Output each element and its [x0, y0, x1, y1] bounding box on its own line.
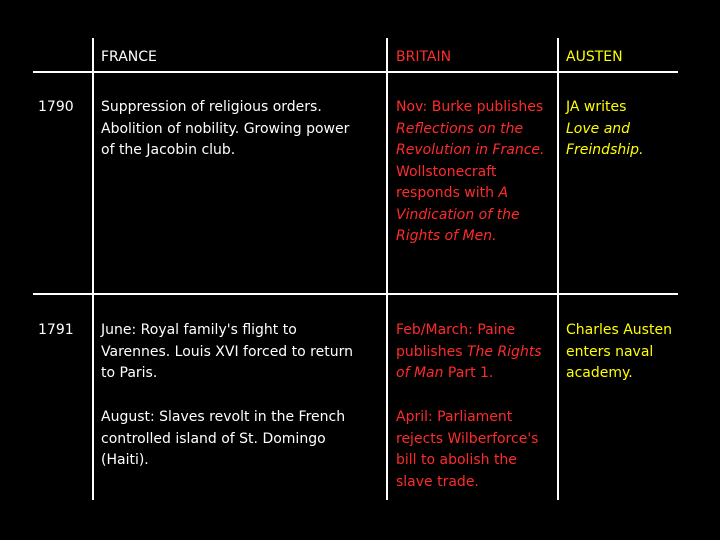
- austen-1790-title: Love and Freindship.: [566, 120, 644, 158]
- france-1791-june-line: June: Royal family's flight to: [101, 322, 297, 338]
- france-1790: [101, 97, 385, 162]
- france-1790-line: of the Jacobin club.: [101, 142, 236, 158]
- france-1791-august-line: controlled island of St. Domingo: [101, 430, 326, 447]
- britain-1791-feb-suffix: Part 1.: [443, 365, 494, 381]
- column-divider-2: [386, 38, 388, 500]
- header-britain: BRITAIN: [396, 49, 452, 65]
- austen-1790: [566, 97, 646, 162]
- header-divider: [33, 71, 678, 73]
- header-austen: AUSTEN: [566, 49, 623, 65]
- britain-1790: [396, 97, 556, 248]
- france-1791-june: [101, 320, 385, 385]
- column-divider-1: [92, 38, 94, 500]
- france-1791-august: [101, 407, 385, 472]
- france-1791-june-line: to Paris.: [101, 365, 158, 381]
- year-1790: 1790: [38, 99, 74, 115]
- britain-1791-april: April: Parliament rejects Wilberforce's bill to abolish the slave trade.: [396, 409, 539, 490]
- britain-1790-middle: Wollstonecraft responds with: [396, 163, 499, 201]
- france-1790-line: Suppression of religious orders.: [101, 99, 322, 115]
- britain-1790-prefix: Nov: Burke publishes: [396, 99, 544, 115]
- britain-1790-title-vindication: A Vindication of the Rights of Men.: [396, 185, 520, 244]
- column-divider-3: [557, 38, 559, 500]
- britain-1791-feb-prefix: Feb/March: Paine publishes: [396, 322, 516, 360]
- year-1791: 1791: [38, 322, 74, 338]
- britain-1791-feb: [396, 320, 556, 385]
- france-1790-line: Abolition of nobility. Growing power: [101, 120, 350, 137]
- austen-1791: Charles Austen enters naval academy.: [566, 322, 672, 381]
- france-1791-august-line: (Haiti).: [101, 452, 149, 468]
- britain-1790-title-reflections: Reflections on the Revolution in France.: [396, 120, 545, 158]
- header-france: FRANCE: [101, 49, 157, 65]
- france-1791-august-line: August: Slaves revolt in the French: [101, 409, 346, 425]
- britain-1791-feb-title: The Rights of Man: [396, 343, 542, 381]
- france-1791-june-line: Varennes. Louis XVI forced to return: [101, 343, 353, 360]
- austen-1790-prefix: JA writes: [566, 99, 627, 115]
- row-divider: [33, 293, 678, 295]
